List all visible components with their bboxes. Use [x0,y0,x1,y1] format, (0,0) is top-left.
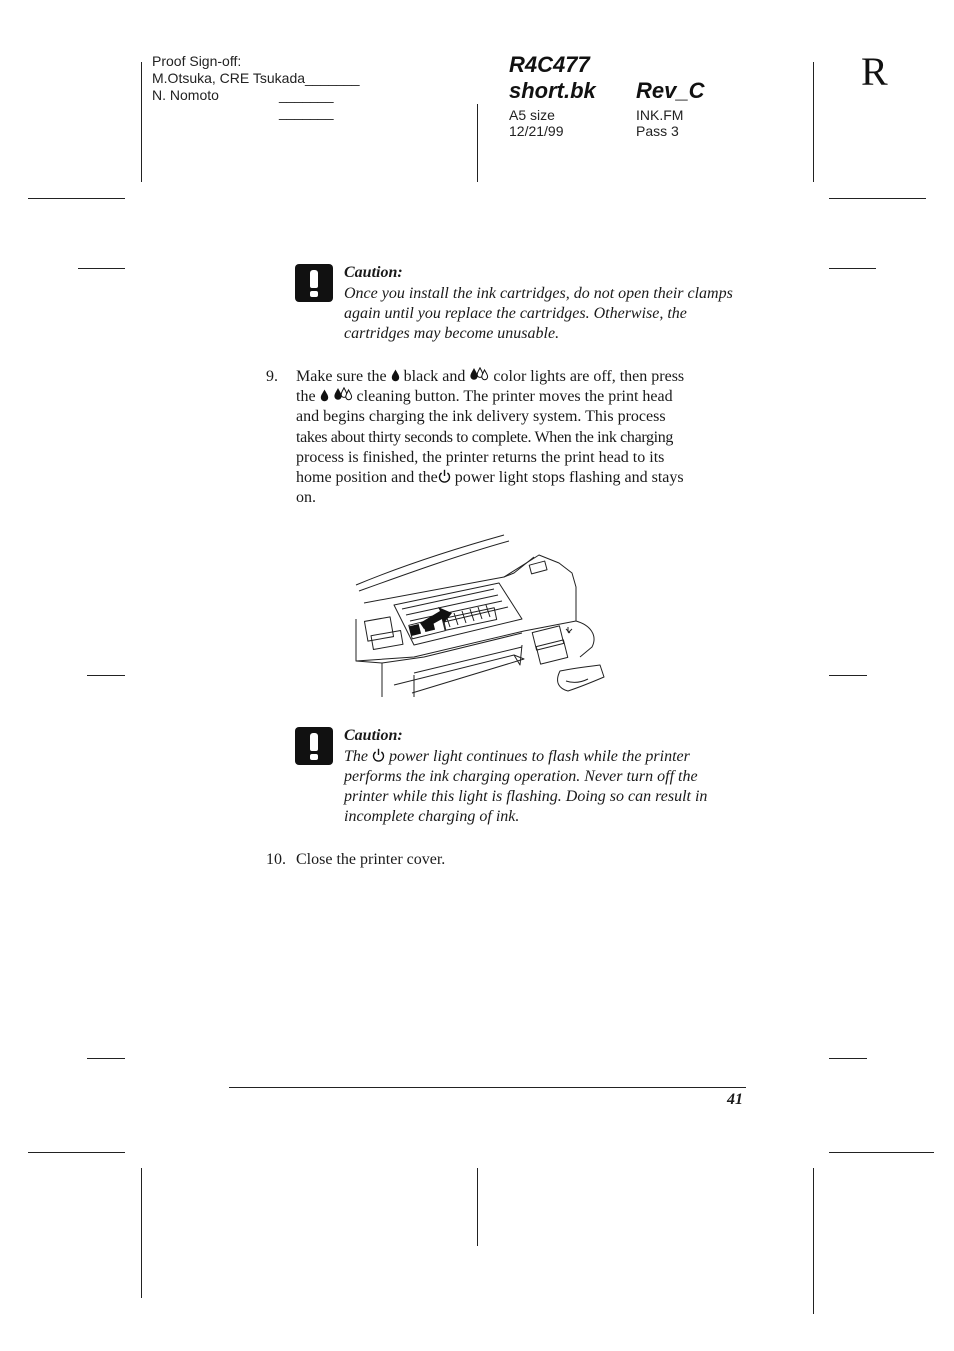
crop-mark-v-top-center [477,104,478,182]
source-file: INK.FM [636,107,684,123]
margin-mark-left-2 [87,675,125,676]
caution-1-line-2: again until you replace the cartridges. Otherwise, the [344,305,687,322]
pass-number: Pass 3 [636,123,679,139]
book-code: R4C477 [509,52,590,77]
caution-2-title: Caution: [344,727,403,744]
margin-mark-right-2 [829,675,867,676]
crop-mark-h-bottom-left [28,1152,125,1153]
margin-mark-right-1 [829,268,876,269]
page-number: 41 [727,1091,743,1108]
proof-line-3: N. Nomoto [152,87,219,103]
color-ink-drops-icon [333,387,353,402]
color-ink-drops-icon [469,367,489,382]
caution-1-line-3: cartridges may become unusable. [344,325,560,342]
caution-1-title: Caution: [344,264,403,281]
crop-mark-v-bottom-center [477,1168,478,1246]
power-icon [438,469,451,483]
caution-icon [295,264,333,302]
caution-1-text [344,284,746,344]
black-ink-drop-icon [320,389,329,402]
step-10-text: Close the printer cover. [296,851,446,868]
margin-mark-right-3 [829,1058,867,1059]
footer-rule [229,1087,746,1088]
crop-mark-v-top-left [141,62,142,182]
crop-mark-v-bottom-left [141,1168,142,1298]
proof-line-1: Proof Sign-off: [152,53,242,69]
caution-icon [295,727,333,765]
crop-mark-v-top-right [813,62,814,182]
proof-blank-1: _______ [279,87,334,103]
corner-letter: R [861,49,888,94]
proof-line-2: M.Otsuka, CRE Tsukada_______ [152,70,360,86]
margin-mark-left-1 [78,268,125,269]
proof-date: 12/21/99 [509,123,564,139]
black-ink-drop-icon [391,369,400,382]
power-icon [372,748,385,762]
proof-blank-2: _______ [279,104,334,120]
margin-mark-left-3 [87,1058,125,1059]
crop-mark-h-top-right [829,198,926,199]
book-file: short.bk [509,78,596,103]
caution-1-line-1: Once you install the ink cartridges, do not open their clamps [344,285,733,302]
step-10-number: 10. [266,851,286,868]
step-9-number: 9. [266,368,278,385]
crop-mark-h-top-left [28,198,125,199]
caution-2-text: The power light continues to flash while the printer performs the ink charging operation. Never turn off the printer while this light is flashing. Doing so can result in incomplete charging of ink. [344,748,708,825]
crop-mark-h-bottom-right [829,1152,934,1153]
crop-mark-v-bottom-right [813,1168,814,1314]
revision: Rev_C [636,78,705,103]
page-size: A5 size [509,107,555,123]
printer-illustration [354,533,610,697]
step-9-text: Make sure the black and color lights are off, then press the cleaning button. The printer moves the print head and begins charging the ink delivery system. This process takes about thirty seconds to complete. When the ink charging process is finished, the printer returns the print head to its home position and the power light stops flashing and stays on. [296,368,685,507]
proof-signoff [152,53,360,121]
